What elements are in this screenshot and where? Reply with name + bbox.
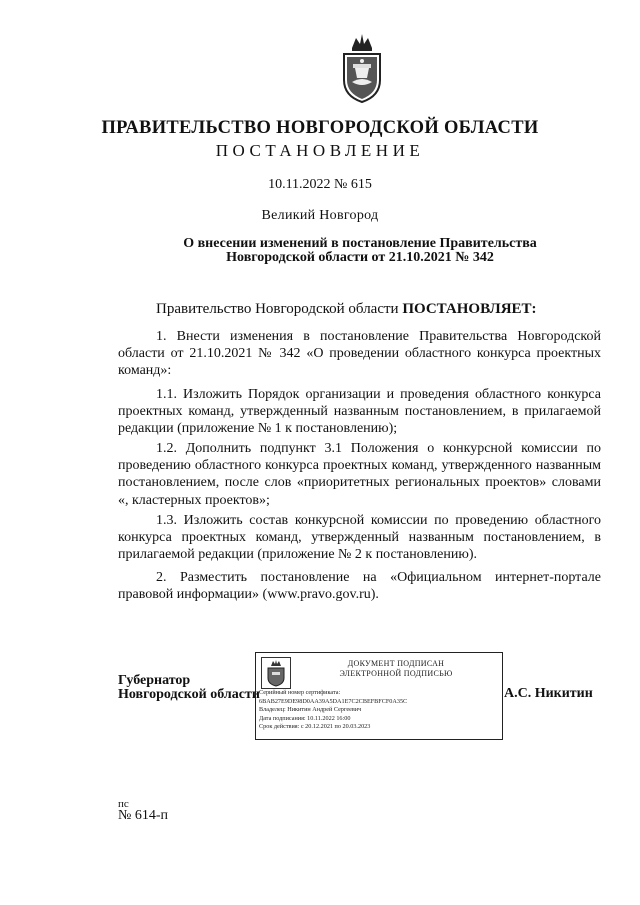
stamp-emblem-icon: [261, 657, 291, 689]
stamp-serial-value: 6BAB27E9DE98D0AA39A5DA1E7C2CBEFBFCF0A35C: [259, 697, 408, 705]
stamp-validity: Срок действия: с 20.12.2021 по 20.03.2023: [259, 723, 371, 731]
stamp-signed-date: Дата подписания: 10.11.2022 16:00: [259, 714, 351, 722]
lead-decree-word: ПОСТАНОВЛЯЕТ:: [402, 301, 537, 317]
document-subject: [160, 237, 560, 265]
stamp-owner: Владелец: Никитин Андрей Сергеевич: [259, 706, 362, 714]
paragraph-2: [118, 569, 601, 603]
signatory-position-line-1: Губернатор: [118, 673, 191, 688]
subject-line-2: Новгородской области от 21.10.2021 № 342: [226, 250, 494, 265]
paragraph-1-2-text: 1.2. Дополнить подпункт 3.1 Положения о конкурсной комиссии по проведению областного конкурса проектных команд, утвержденного названным постановлением, после слов «приоритетных региональных проектов» словами «, кластерных проектов»;: [118, 441, 601, 508]
document-city: Великий Новгород: [261, 208, 379, 223]
lead-text: Правительство Новгородской области: [156, 301, 403, 317]
document-date-number: 10.11.2022 № 615: [268, 177, 372, 192]
paragraph-1: [118, 328, 601, 380]
document-type: ПОСТАНОВЛЕНИЕ: [215, 141, 425, 160]
signatory-position: [118, 674, 260, 702]
signatory-name: А.С. Никитин: [504, 686, 593, 701]
subject-line-1: О внесении изменений в постановление Правительства: [183, 236, 537, 251]
coat-of-arms-emblem: [338, 28, 386, 104]
paragraph-2-text: 2. Разместить постановление на «Официальном интернет-портале правовой информации» (www.pravo.gov.ru).: [118, 570, 601, 603]
electronic-signature-stamp: [255, 652, 503, 740]
stamp-title-line-2: ЭЛЕКТРОННОЙ ПОДПИСЬЮ: [339, 668, 453, 678]
paragraph-1-3-text: 1.3. Изложить состав конкурсной комиссии по проведению областного конкурса проектных команд, утвержденный названным постановлением, в прилагаемой редакции (приложение № 2 к постановлению).: [118, 513, 601, 563]
paragraph-1-1: [118, 386, 601, 438]
stamp-title: [296, 659, 496, 678]
paragraph-1-text: 1. Внести изменения в постановление Правительства Новгородской области от 21.10.2021 № 342 «О проведении областного конкурса проектных команд»:: [118, 329, 601, 379]
paragraph-1-1-text: 1.1. Изложить Порядок организации и проведения областного конкурса проектных команд, утвержденный названным постановлением, в прилагаемой редакции (приложение № 1 к постановлению);: [118, 387, 601, 437]
footer-number: № 614-п: [118, 808, 169, 823]
paragraph-1-3: [118, 512, 601, 564]
stamp-title-line-1: ДОКУМЕНТ ПОДПИСАН: [347, 659, 445, 668]
stamp-details: [259, 689, 499, 732]
organization-title: ПРАВИТЕЛЬСТВО НОВГОРОДСКОЙ ОБЛАСТИ: [101, 118, 539, 138]
stamp-serial-label: Серийный номер сертификата:: [259, 689, 341, 696]
paragraph-1-2: [118, 440, 601, 509]
signatory-position-line-2: Новгородской области: [118, 687, 260, 702]
lead-paragraph: [118, 301, 601, 318]
footer-code: пс: [118, 798, 129, 810]
